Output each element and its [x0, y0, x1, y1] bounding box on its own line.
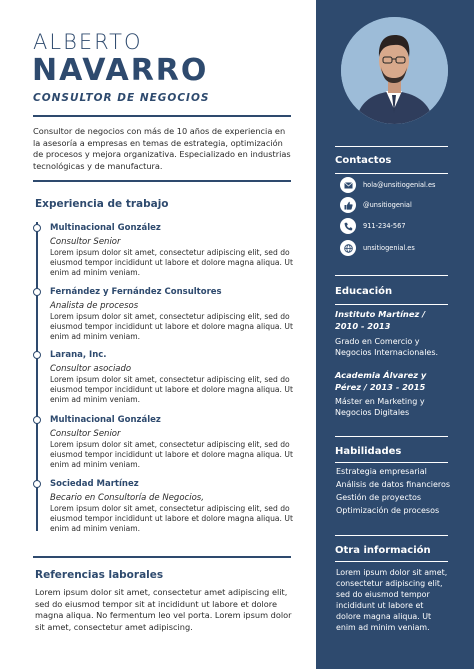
timeline-dot	[33, 416, 41, 424]
skill-item: Análisis de datos financieros	[336, 480, 451, 489]
job-description: Lorem ipsum dolor sit amet, consectetur adipiscing elit, sed do eiusmod tempor incididunt ut labore et dolore magna aliqua. Ut enim ad minim veniam.	[50, 248, 293, 278]
contact-phone-text: 911-234-567	[363, 222, 406, 230]
job-company: Multinacional González	[50, 415, 161, 425]
job-role: Consultor Senior	[50, 429, 121, 439]
sidebar-divider	[335, 173, 448, 174]
job-description: Lorem ipsum dolor sit amet, consectetur adipiscing elit, sed do eiusmod tempor incididunt ut labore et dolore magna aliqua. Ut enim ad minim veniam.	[50, 375, 293, 405]
experience-title: Experiencia de trabajo	[35, 198, 169, 210]
job-company: Larana, Inc.	[50, 350, 107, 360]
education-degree: Grado en Comercio y Negocios Internacionales.	[335, 337, 439, 357]
contact-phone[interactable]	[340, 218, 406, 234]
job-entry	[50, 287, 295, 343]
education-title: Educación	[335, 286, 393, 297]
sidebar-divider	[335, 462, 448, 463]
job-entry	[50, 479, 295, 535]
summary-divider	[33, 180, 291, 182]
job-entry	[50, 350, 295, 406]
sidebar-divider	[335, 304, 448, 305]
contact-social[interactable]	[340, 197, 412, 213]
person-portrait-icon	[341, 17, 448, 124]
education-school: Instituto Martínez / 2010 - 2013	[335, 309, 426, 331]
contact-social-text: @unsitiogenial	[363, 201, 412, 209]
profile-summary: Consultor de negocios con más de 10 años de experiencia en la asesoría a empresas en temas de estrategia, optimización de procesos y mejora organizativa. Especializado en industrias tecnológicas y de manufactura.	[33, 126, 291, 171]
contacts-title: Contactos	[335, 155, 392, 166]
skill-item: Estrategia empresarial	[336, 467, 427, 476]
contact-website[interactable]	[340, 240, 415, 256]
phone-icon	[340, 218, 356, 234]
sidebar-divider	[335, 561, 448, 562]
other-info-title: Otra información	[335, 545, 431, 556]
timeline-dot	[33, 351, 41, 359]
mail-icon	[340, 177, 356, 193]
other-info-text: Lorem ipsum dolor sit amet, consectetur adipiscing elit, sed do eiusmod tempor incididunt ut labore et dolore magna aliqua. Ut enim ad minim veniam.	[336, 568, 448, 632]
contact-email[interactable]	[340, 177, 435, 193]
contact-website-text: unsitiogenial.es	[363, 244, 415, 252]
references-text: Lorem ipsum dolor sit amet, consectetur amet adipiscing elit, sed do eiusmod tempor sit at incididunt ut labore et dolore magna aliqua. No fermentum leo vel porta. Lorem ipsum dolor sit amet, consectetur amet adipiscing.	[35, 587, 292, 632]
timeline-dot	[33, 288, 41, 296]
job-description: Lorem ipsum dolor sit amet, consectetur adipiscing elit, sed do eiusmod tempor incididunt ut labore et dolore magna aliqua. Ut enim ad minim veniam.	[50, 440, 293, 470]
job-role: Consultor Senior	[50, 237, 121, 247]
job-company: Multinacional González	[50, 223, 161, 233]
sidebar-divider	[335, 436, 448, 437]
skill-item: Optimización de procesos	[336, 506, 440, 515]
globe-icon	[340, 240, 356, 256]
skill-item: Gestión de proyectos	[336, 493, 422, 502]
references-title: Referencias laborales	[35, 569, 164, 581]
job-entry	[50, 223, 295, 279]
job-company: Sociedad Martínez	[50, 479, 139, 489]
job-role: Becario en Consultoría de Negocios,	[50, 493, 204, 503]
timeline-dot	[33, 480, 41, 488]
job-role: Consultor asociado	[50, 364, 132, 374]
job-company: Fernández y Fernández Consultores	[50, 287, 222, 297]
first-name: ALBERTO	[33, 30, 143, 54]
profile-photo	[341, 17, 448, 124]
education-degree: Máster en Marketing y Negocios Digitales	[335, 397, 425, 417]
sidebar-divider	[335, 275, 448, 276]
last-name: NAVARRO	[32, 53, 209, 88]
timeline-dot	[33, 224, 41, 232]
sidebar-divider	[335, 535, 448, 536]
job-description: Lorem ipsum dolor sit amet, consectetur adipiscing elit, sed do eiusmod tempor incididunt ut labore et dolore magna aliqua. Ut enim ad minim veniam.	[50, 312, 293, 342]
thumbs-up-icon	[340, 197, 356, 213]
job-role: Analista de procesos	[50, 301, 139, 311]
skills-title: Habilidades	[335, 446, 402, 457]
job-title: CONSULTOR DE NEGOCIOS	[33, 92, 210, 104]
contact-email-text: hola@unsitiogenial.es	[363, 181, 436, 189]
job-description: Lorem ipsum dolor sit amet, consectetur adipiscing elit, sed do eiusmod tempor incididunt ut labore et dolore magna aliqua. Ut enim ad minim veniam.	[50, 504, 293, 534]
experience-divider	[33, 556, 291, 558]
header-divider	[33, 115, 291, 117]
job-entry	[50, 415, 295, 471]
sidebar-divider	[335, 146, 448, 147]
education-school: Academia Álvarez y Pérez / 2013 - 2015	[335, 370, 427, 392]
